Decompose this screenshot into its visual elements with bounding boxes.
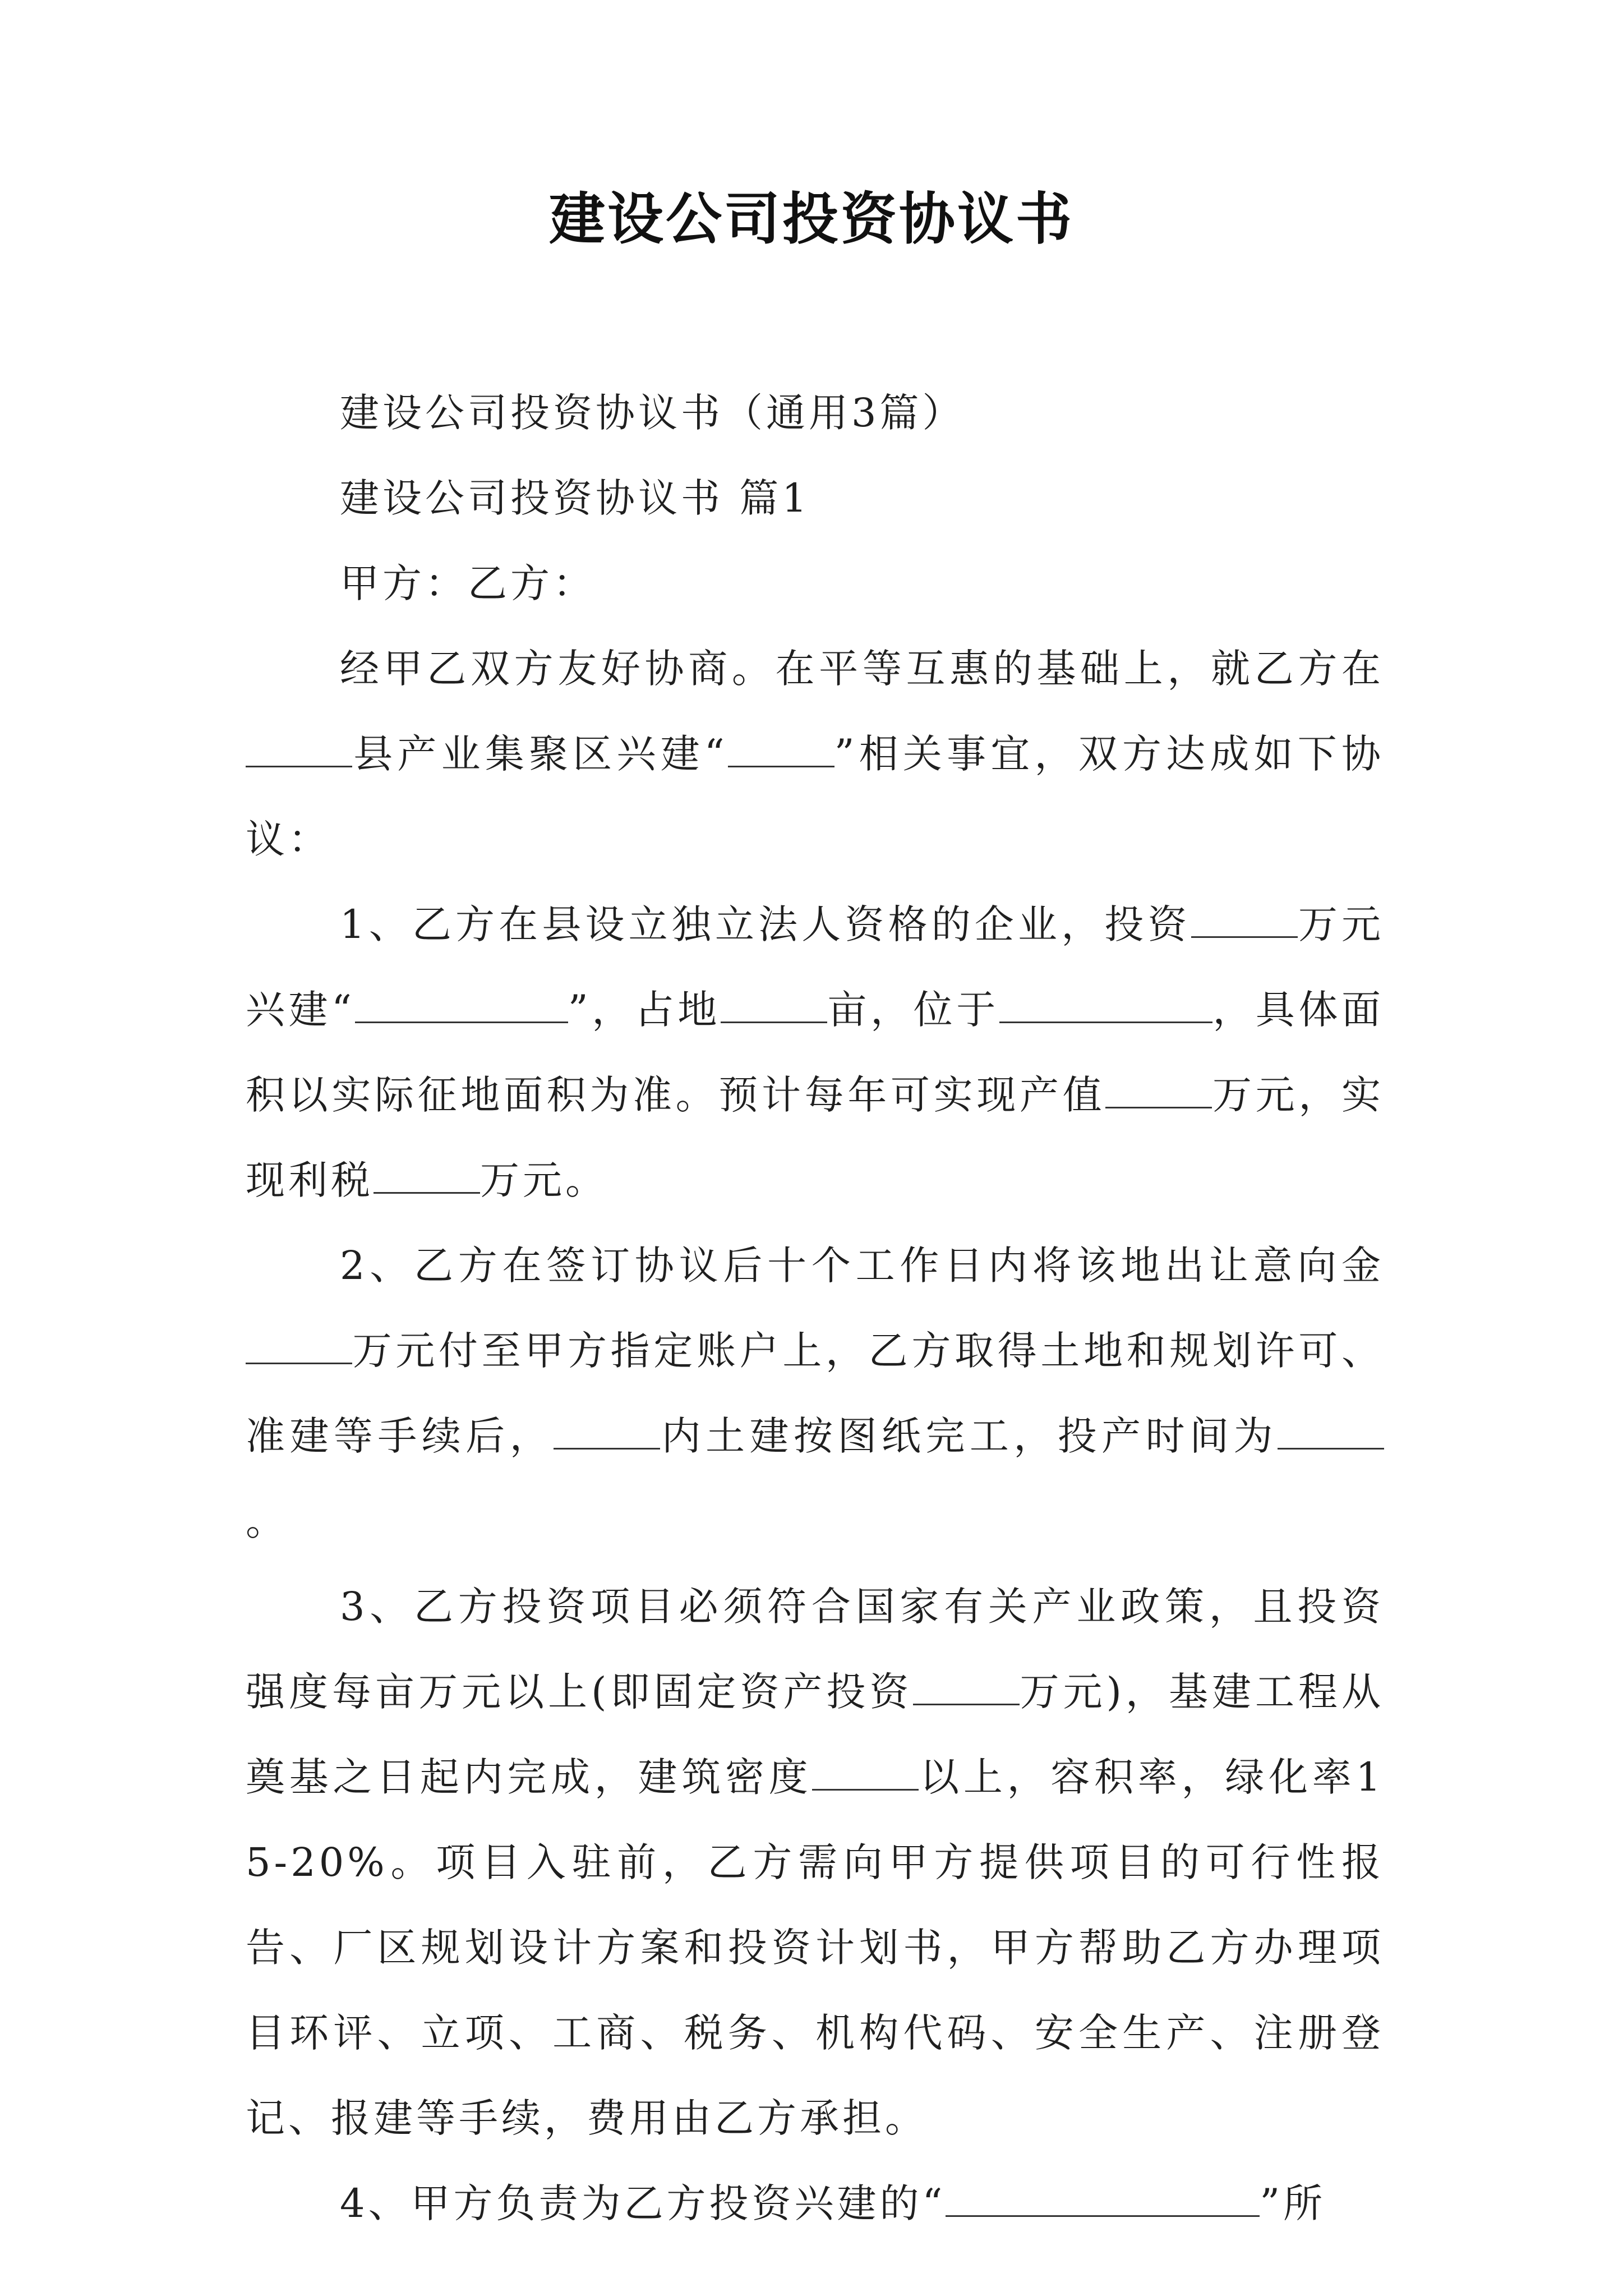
clause-1-text-f: 万元，实现利税 [246, 1072, 1385, 1203]
blank-land-area [721, 988, 827, 1023]
subtitle-paragraph [246, 370, 1384, 455]
section-heading [246, 455, 1384, 541]
section-heading-text: 建设公司投资协议书 篇1 [340, 475, 810, 521]
clause-4-text-b: ”所 [1260, 2180, 1326, 2226]
parties-line [246, 541, 1384, 626]
blank-tax [374, 1158, 480, 1194]
intro-paragraph [246, 626, 1384, 882]
clause-2-text-a: 2、乙方在签订协议后十个工作日内将该地出让意向金 [340, 1243, 1384, 1289]
clause-4 [246, 2161, 1384, 2246]
clause-2-text-c: 内土建按图纸完工，投产时间为 [660, 1413, 1278, 1459]
clause-2 [246, 1223, 1384, 1564]
blank-location [999, 988, 1212, 1023]
clause-3-text-b: 万元)，基建工程从奠基之日起内完成，建筑密度 [246, 1669, 1385, 1800]
blank-project-name [728, 732, 834, 767]
clause-1-text-a: 1、乙方在县设立独立法人资格的企业，投资 [340, 901, 1191, 947]
blank-construction-period [554, 1414, 660, 1450]
intro-text-a: 经甲乙双方友好协商。在平等互惠的基础上，就乙方在 [340, 646, 1384, 692]
clause-3-text-c: 以上，容积率，绿化率15-20%。项目入驻前，乙方需向甲方提供项目的可行性报告、厂区规划设计方案和投资计划书，甲方帮助乙方办理项目环评、立项、工商、税务、机构代码、安全生产、注册登记、报建等手续，费用由乙方承担。 [246, 1754, 1384, 2141]
blank-county [246, 732, 352, 767]
blank-building-density [812, 1755, 919, 1791]
clause-1-text-c: ”，占地 [568, 987, 721, 1033]
clause-3-text-a: 3、乙方投资项目必须符合国家有关产业政策，且投资强度每亩万元以上(即固定资产投资 [246, 1584, 1384, 1715]
intro-text-c: ”相关事宜，双方达成如下协议： [246, 731, 1384, 862]
blank-production-date [1278, 1414, 1384, 1450]
blank-project [355, 988, 568, 1023]
blank-deposit [246, 1329, 352, 1364]
clause-2-text-d: 。 [246, 1498, 288, 1544]
clause-2-text-b: 万元付至甲方指定账户上，乙方取得土地和规划许可、准建等手续后， [246, 1328, 1384, 1459]
blank-fixed-assets [913, 1670, 1020, 1705]
intro-text-b: 县产业集聚区兴建“ [352, 731, 728, 777]
document-body [246, 370, 1384, 2246]
clause-1-text-e: ，具体面积以实际征地面积为准。预计每年可实现产值 [246, 987, 1385, 1118]
clause-1-text-d: 亩，位于 [827, 987, 999, 1033]
blank-project-4 [946, 2182, 1260, 2217]
clause-4-text-a: 4、甲方负责为乙方投资兴建的“ [340, 2180, 946, 2226]
clause-1-text-b: 万元兴建“ [246, 901, 1385, 1033]
parties-text: 甲方：乙方： [340, 560, 596, 606]
clause-1-text-g: 万元。 [480, 1157, 608, 1203]
clause-3 [246, 1564, 1384, 2161]
blank-investment-amount [1191, 903, 1298, 938]
subtitle-text: 建设公司投资协议书（通用3篇） [340, 390, 965, 436]
clause-1 [246, 882, 1384, 1223]
document-title: 建设公司投资协议书 [549, 186, 1074, 252]
blank-output-value [1105, 1073, 1212, 1108]
